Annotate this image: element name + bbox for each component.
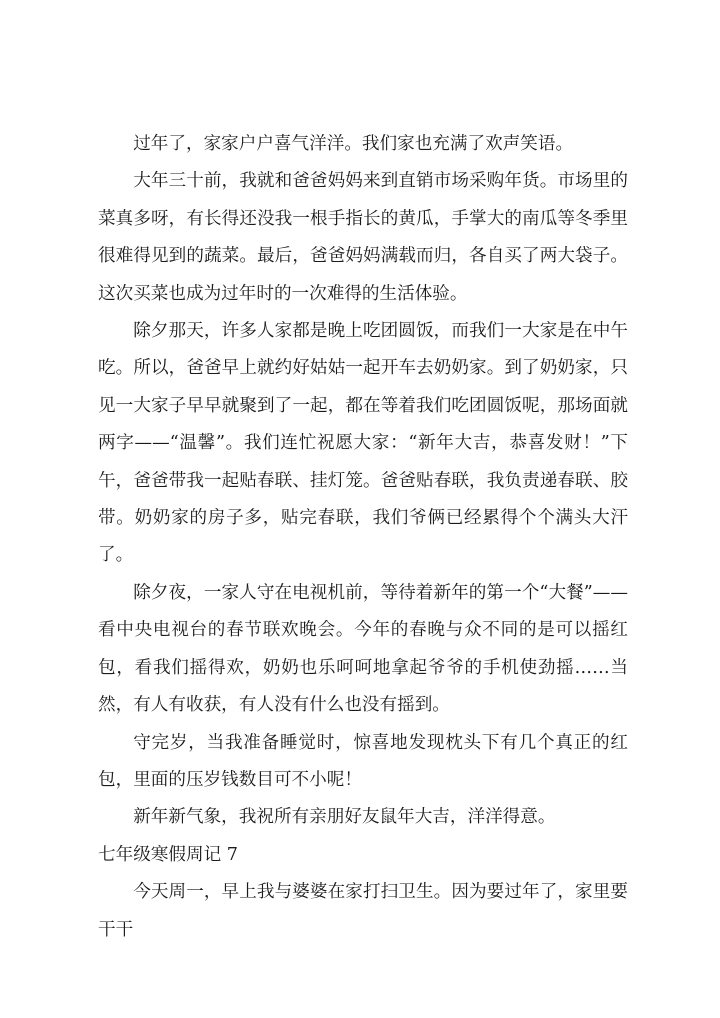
paragraph-next-entry: 今天周一，早上我与婆婆在家打扫卫生。因为要过年了，家里要干干 bbox=[98, 882, 628, 940]
paragraph-shopping: 大年三十前，我就和爸爸妈妈来到直销市场采购年货。市场里的菜真多呀，有长得还没我一根手指长的黄瓜，手掌大的南瓜等冬季里很难得见到的蔬菜。最后，爸爸妈妈满载而归，各自买了两大袋子。这次买菜也成为过年时的一次难得的生活体验。 bbox=[98, 171, 628, 304]
paragraph-wishes: 新年新气象，我祝所有亲朋好友鼠年大吉，洋洋得意。 bbox=[133, 807, 556, 828]
section-heading: 七年级寒假周记 7 bbox=[98, 844, 238, 865]
paragraph-red-envelope: 守完岁，当我准备睡觉时，惊喜地发现枕头下有几个真正的红包，里面的压岁钱数目可不小呢！ bbox=[98, 732, 628, 790]
paragraph-intro: 过年了，家家户户喜气洋洋。我们家也充满了欢声笑语。 bbox=[133, 134, 574, 154]
document-body bbox=[98, 126, 628, 949]
paragraph-new-year-eve: 除夕夜，一家人守在电视机前，等待着新年的第一个“大餐”——看中央电视台的春节联欢晚会。今年的春晚与众不同的是可以摇红包，看我们摇得欢，奶奶也乐呵呵地拿起爷爷的手机使劲摇……当然，有人有收获，有人没有什么也没有摇到。 bbox=[98, 582, 628, 716]
paragraph-reunion-dinner: 除夕那天，许多人家都是晚上吃团圆饭，而我们一大家是在中午吃。所以，爸爸早上就约好姑姑一起开车去奶奶家。到了奶奶家，只见一大家子早早就聚到了一起，都在等着我们吃团圆饭呢，那场面就两字——“温馨”。我们连忙祝愿大家：“新年大吉，恭喜发财！”下午，爸爸带我一起贴春联、挂灯笼。爸爸贴春联，我负责递春联、胶带。奶奶家的房子多，贴完春联，我们爷俩已经累得个个满头大汗了。 bbox=[98, 321, 628, 566]
